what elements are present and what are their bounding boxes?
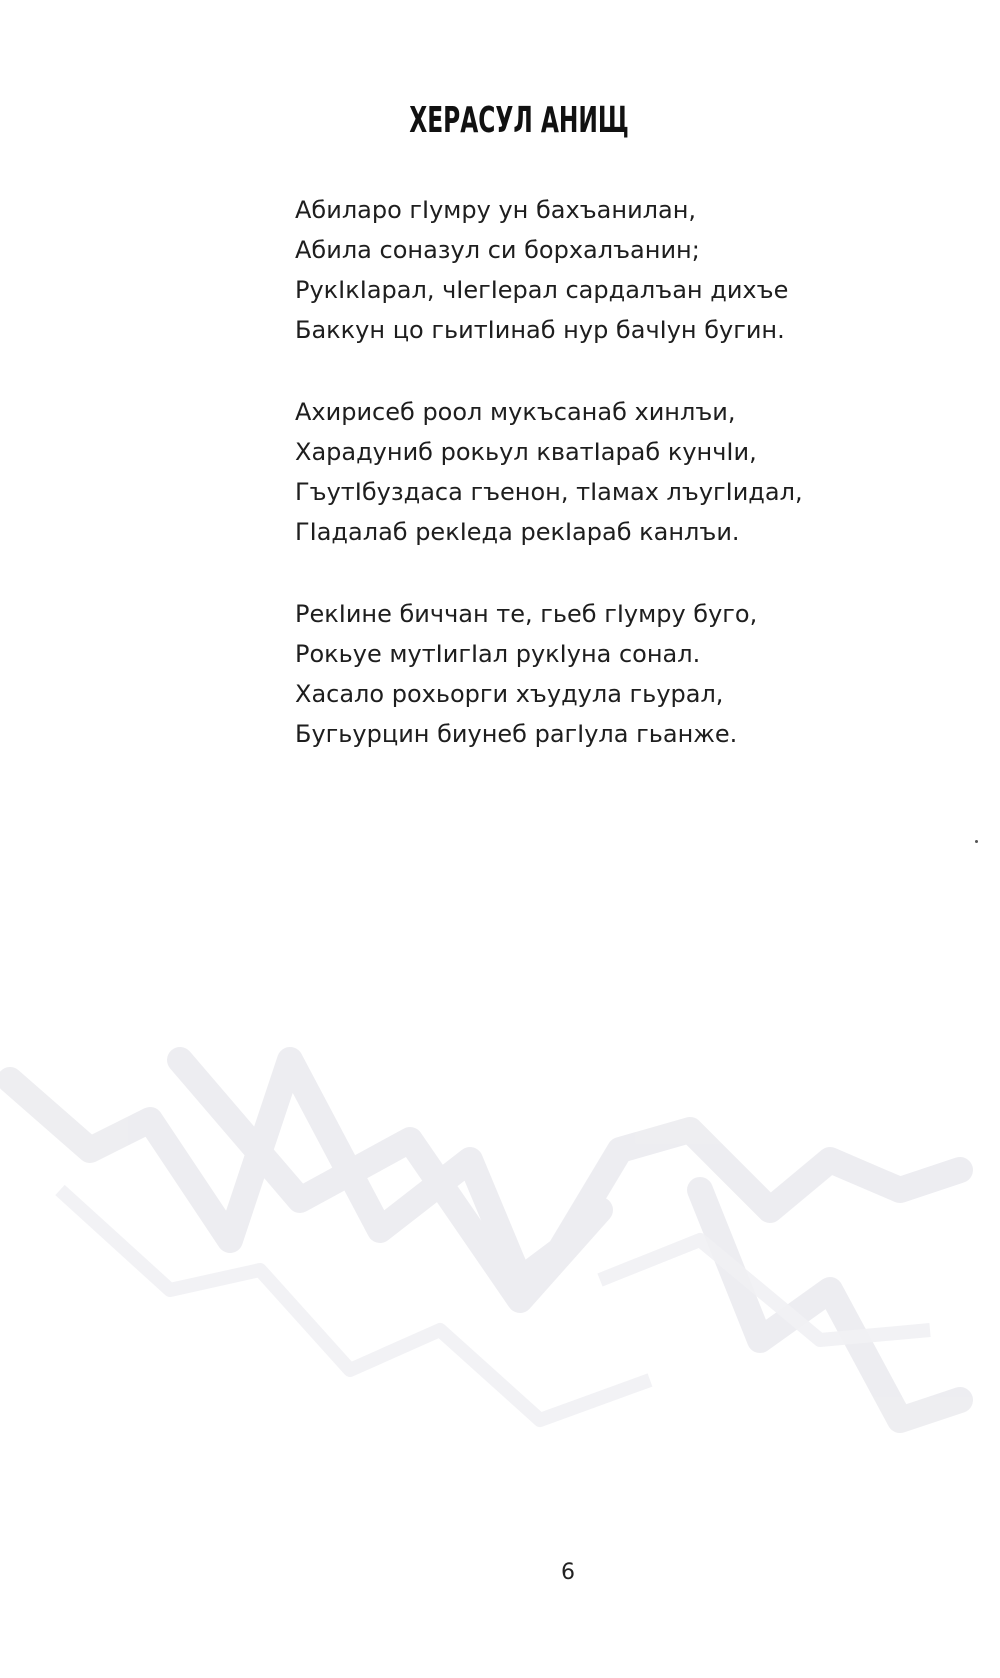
poem-body bbox=[295, 190, 975, 796]
poem-line: ГъутIбуздаса гъенон, тIамах лъугIидал, bbox=[295, 478, 803, 506]
poem-title: ХЕРАСУЛ АНИЩ bbox=[409, 100, 629, 141]
poem-line: Бугьурцин биунеб рагIула гьанже. bbox=[295, 720, 738, 748]
poem-line: Абиларо гIумру ун бахъанилан, bbox=[295, 196, 697, 224]
poem-line: Баккун цо гьитIинаб нур бачIун бугин. bbox=[295, 316, 785, 344]
stanza bbox=[295, 392, 975, 552]
poem-line: РукIкIарал, чIегIерал сардалъан дихъе bbox=[295, 276, 789, 304]
poem-line: Абила соназул си борхалъанин; bbox=[295, 236, 700, 264]
stanza bbox=[295, 190, 975, 350]
mountain-range-icon bbox=[0, 1040, 1000, 1540]
poem-line: Хасало рохьорги хъудула гьурал, bbox=[295, 680, 724, 708]
poem-line: РекIине биччан те, гьеб гIумру буго, bbox=[295, 600, 758, 628]
poem-line: Ахирисеб роол мукъсанаб хинлъи, bbox=[295, 398, 736, 426]
page-number: 6 bbox=[561, 1560, 575, 1585]
scan-speck bbox=[975, 840, 978, 843]
poem-line: ГIадалаб рекIеда рекIараб канлъи. bbox=[295, 518, 740, 546]
poem-line: Рокьуе мутIигIал рукIуна сонал. bbox=[295, 640, 701, 668]
stanza bbox=[295, 594, 975, 754]
poem-line: Харадуниб рокьул кватIараб кунчIи, bbox=[295, 438, 757, 466]
